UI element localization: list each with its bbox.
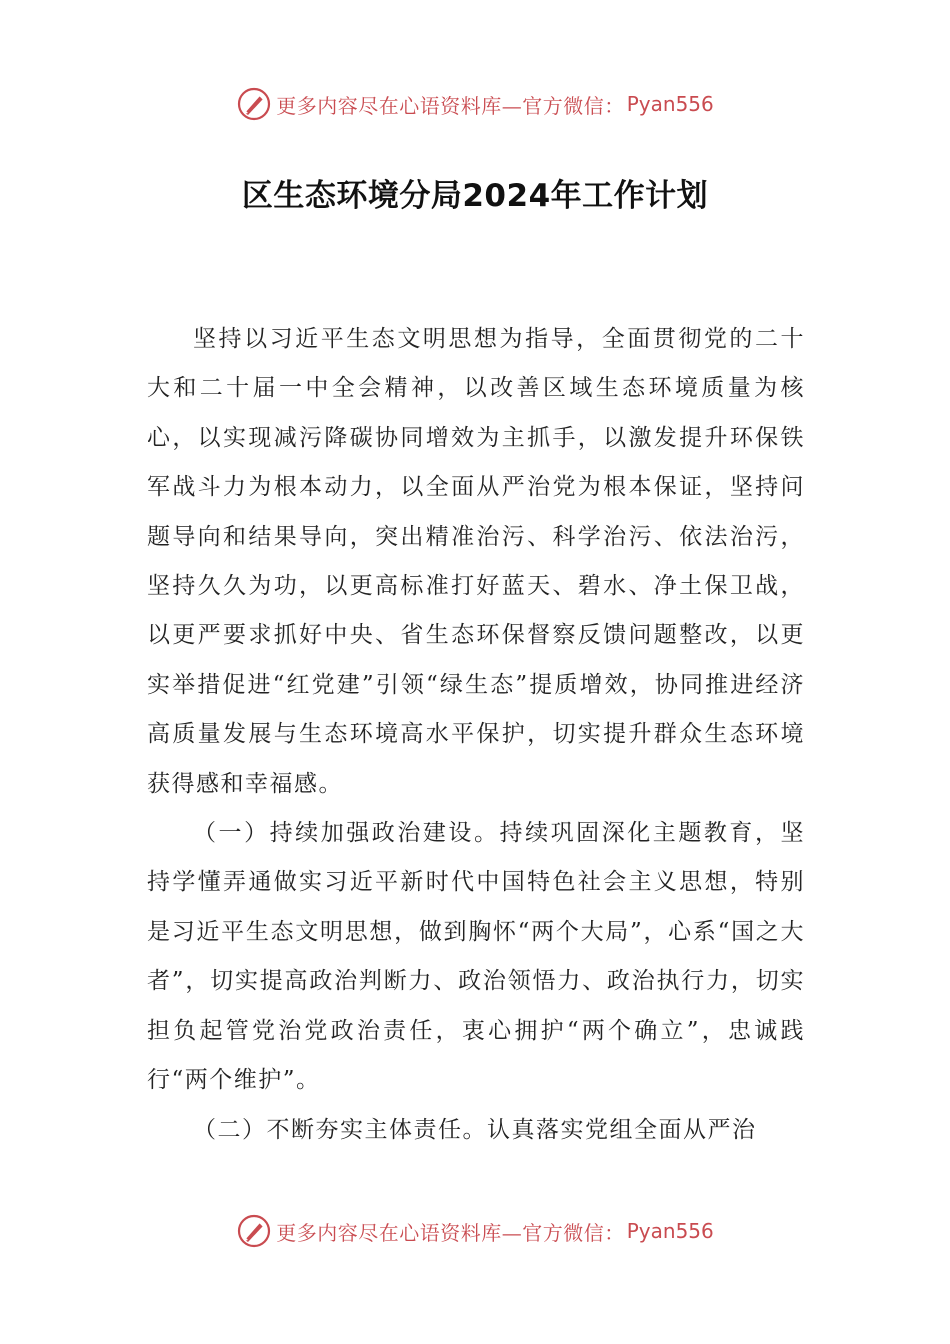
- paragraph-section-2: （二）不断夯实主体责任。认真落实党组全面从严治: [193, 1116, 757, 1143]
- document-title: 区生态环境分局2024年工作计划: [241, 178, 709, 214]
- watermark-text: 更多内容尽在心语资料库—官方微信：: [276, 1220, 625, 1245]
- footer-watermark: [0, 1211, 950, 1251]
- watermark-account: Pyan556: [626, 1219, 714, 1243]
- watermark-account: Pyan556: [626, 92, 714, 116]
- pen-logo-icon: [236, 86, 272, 122]
- header-watermark: [0, 84, 950, 124]
- watermark-text: 更多内容尽在心语资料库—官方微信：: [276, 93, 625, 118]
- document-body: [147, 315, 805, 1155]
- paragraph-section-1: （一）持续加强政治建设。持续巩固深化主题教育，坚持学懂弄通做实习近平新时代中国特色社会主义思想，特别是习近平生态文明思想，做到胸怀“两个大局”，心系“国之大者”，切实提高政治判断力、政治领悟力、政治执行力，切实担负起管党治党政治责任，衷心拥护“两个确立”，忠诚践行“两个维护”。: [147, 820, 805, 1094]
- pen-logo-icon: [236, 1213, 272, 1249]
- paragraph-intro: 坚持以习近平生态文明思想为指导，全面贯彻党的二十大和二十届一中全会精神，以改善区域生态环境质量为核心，以实现减污降碳协同增效为主抓手，以激发提升环保铁军战斗力为根本动力，以全面从严治党为根本保证，坚持问题导向和结果导向，突出精准治污、科学治污、依法治污，坚持久久为功，以更高标准打好蓝天、碧水、净土保卫战，以更严要求抓好中央、省生态环保督察反馈问题整改，以更实举措促进“红党建”引领“绿生态”提质增效，协同推进经济高质量发展与生态环境高水平保护，切实提升群众生态环境获得感和幸福感。: [147, 326, 805, 797]
